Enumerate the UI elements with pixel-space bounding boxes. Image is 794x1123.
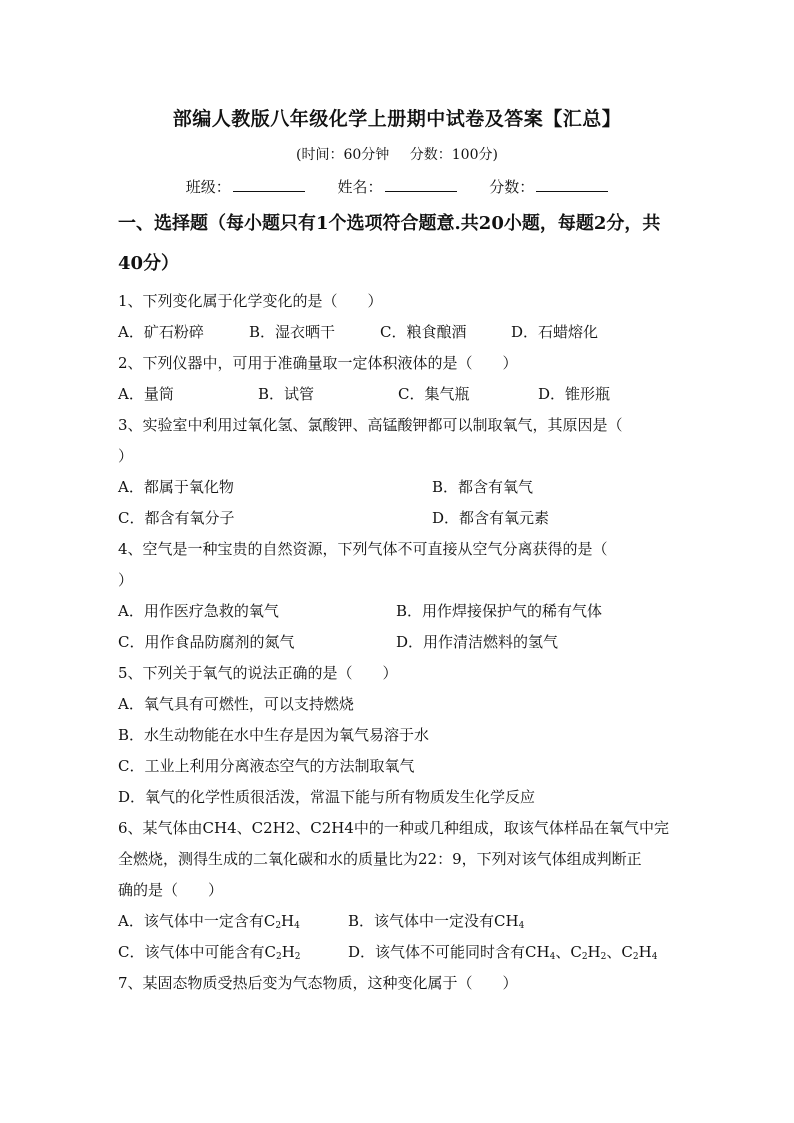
option-d[interactable]: D．氧气的化学性质很活泼，常温下能与所有物质发生化学反应 (118, 788, 536, 806)
question-list (118, 286, 678, 999)
grade-label: 分数： (489, 178, 535, 196)
question-3-stem-line2: ） (118, 447, 134, 465)
name-blank[interactable] (385, 177, 457, 192)
option-d[interactable]: D．都含有氧元素 (432, 509, 550, 527)
option-c[interactable] (118, 937, 348, 968)
option-b[interactable] (348, 906, 524, 937)
option-a[interactable]: A．都属于氧化物 (118, 478, 234, 496)
option-c[interactable]: C．集气瓶 (398, 385, 470, 403)
exam-meta (0, 144, 794, 164)
option-c[interactable]: C．用作食品防腐剂的氮气 (118, 633, 295, 651)
option-b[interactable]: B．水生动物能在水中生存是因为氧气易溶于水 (118, 726, 430, 744)
grade-blank[interactable] (536, 177, 608, 192)
subscript: 4 (518, 921, 525, 931)
question-5-stem: 5、下列关于氧气的说法正确的是（ ） (118, 664, 398, 682)
name-label: 姓名： (337, 178, 383, 196)
option-b-text: B．该气体中一定没有CH (348, 912, 519, 930)
separator: 、C (606, 943, 633, 961)
option-b[interactable]: B．都含有氧气 (432, 478, 534, 496)
subscript: 2 (275, 921, 282, 931)
element-symbol: H (638, 943, 652, 961)
element-symbol: H (587, 943, 601, 961)
subscript: 4 (651, 952, 658, 962)
option-c-text: C．该气体中可能含有C (118, 943, 276, 961)
section-title-line1: 一、选择题（每小题只有1个选项符合题意.共20小题，每题2分，共 (118, 213, 661, 234)
option-a[interactable]: A．用作医疗急救的氧气 (118, 602, 279, 620)
option-d[interactable] (348, 937, 657, 968)
element-symbol: H (281, 912, 295, 930)
question-6-stem-line3: 确的是（ ） (118, 881, 224, 899)
section-heading (118, 204, 688, 284)
element-symbol: H (281, 943, 295, 961)
subscript: 4 (549, 952, 556, 962)
question-1-stem: 1、下列变化属于化学变化的是（ ） (118, 292, 383, 310)
question-7-stem: 7、某固态物质受热后变为气态物质，这种变化属于（ ） (118, 974, 518, 992)
subscript: 2 (632, 952, 639, 962)
option-c[interactable]: C．都含有氧分子 (118, 509, 235, 527)
option-a[interactable] (118, 906, 348, 937)
question-4-options-row1 (118, 596, 678, 627)
option-d[interactable]: D．用作清洁燃料的氢气 (396, 633, 559, 651)
question-4-stem-line2: ） (118, 571, 134, 589)
student-info-fields (0, 176, 794, 197)
option-d-text: D．该气体不可能同时含有CH (348, 943, 550, 961)
question-6-stem-line2: 全燃烧，测得生成的二氧化碳和水的质量比为22：9，下列对该气体组成判断正 (118, 850, 642, 868)
question-4-options-row2 (118, 627, 678, 658)
subscript: 4 (294, 921, 300, 931)
question-3-options-row1 (118, 472, 678, 503)
grade-field (489, 176, 608, 197)
option-c[interactable]: C．粮食酿酒 (380, 323, 467, 341)
class-blank[interactable] (233, 177, 305, 192)
option-b[interactable]: B．试管 (258, 385, 315, 403)
option-d[interactable]: D．锥形瓶 (538, 385, 611, 403)
question-3-stem-line1: 3、实验室中利用过氧化氢、氯酸钾、高锰酸钾都可以制取氧气，其原因是（ (118, 416, 623, 434)
question-2-stem: 2、下列仪器中，可用于准确量取一定体积液体的是（ ） (118, 354, 518, 372)
question-2-options (118, 379, 678, 410)
question-6-options-row1 (118, 906, 678, 937)
page-title: 部编人教版八年级化学上册期中试卷及答案【汇总】 (172, 108, 622, 130)
question-6-stem-line1: 6、某气体由CH4、C2H2、C2H4中的一种或几种组成，取该气体样品在氧气中完 (118, 819, 669, 837)
score-info: 分数：100分) (409, 147, 498, 163)
option-a[interactable]: A．量筒 (118, 385, 174, 403)
option-b[interactable]: B．用作焊接保护气的稀有气体 (396, 602, 603, 620)
question-4-stem-line1: 4、空气是一种宝贵的自然资源，下列气体不可直接从空气分离获得的是（ (118, 540, 608, 558)
subscript: 2 (275, 952, 282, 962)
option-a-text: A．该气体中一定含有C (118, 912, 276, 930)
question-3-options-row2 (118, 503, 678, 534)
separator: 、C (555, 943, 582, 961)
question-1-options (118, 317, 678, 348)
section-title-line2: 40分） (118, 253, 180, 274)
time-info: (时间：60分钟 (296, 147, 390, 163)
subscript: 2 (581, 952, 588, 962)
class-field (186, 176, 305, 197)
question-6-options-row2 (118, 937, 678, 968)
name-field (337, 176, 456, 197)
option-d[interactable]: D．石蜡熔化 (511, 323, 599, 341)
option-b[interactable]: B．湿衣晒干 (249, 323, 336, 341)
class-label: 班级： (185, 178, 231, 196)
subscript: 2 (600, 952, 607, 962)
option-c[interactable]: C．工业上利用分离液态空气的方法制取氧气 (118, 757, 415, 775)
option-a[interactable]: A．氧气具有可燃性，可以支持燃烧 (118, 695, 354, 713)
option-a[interactable]: A．矿石粉碎 (118, 323, 204, 341)
subscript: 2 (294, 952, 301, 962)
